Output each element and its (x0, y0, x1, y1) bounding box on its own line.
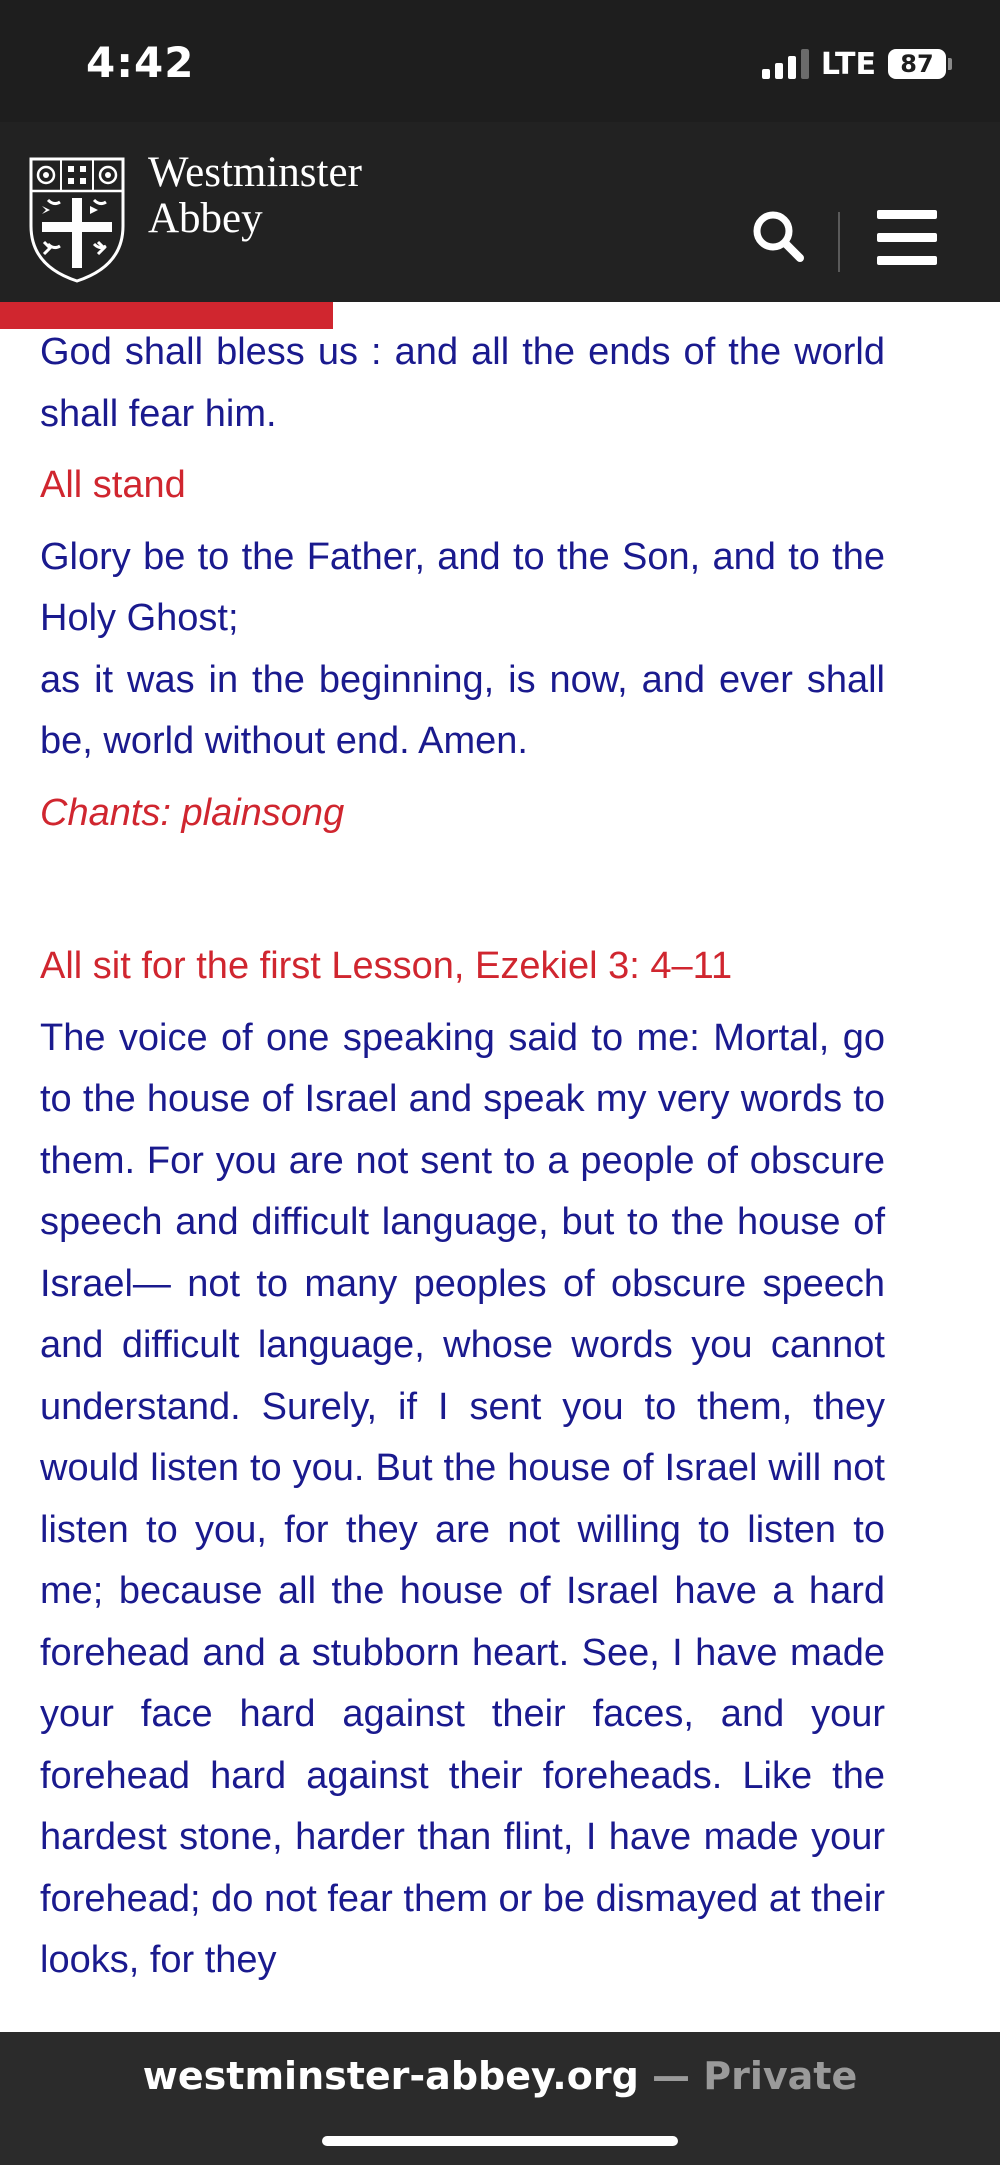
rubric-chants: Chants: plainsong (40, 791, 345, 834)
brand-name[interactable] (148, 150, 362, 242)
lesson-text: The voice of one speaking said to me: Mortal, go to the house of Israel and speak my very words to them. For you are not sent to a people of obscure speech and difficult language, but to the house of Israel— not to many peoples of obscure speech and difficult language, whose words you cannot understand. Surely, if I sent you to them, they would listen to you. But the house of Israel will not listen to you, for they are not willing to listen to me; because all the house of Israel have a hard forehead and a stubborn heart. See, I have made your face hard against their faces, and your forehead hard against their foreheads. Like the hardest stone, harder than flint, I have made your forehead; do not fear them or be dismayed at their looks, for they (40, 1016, 885, 1981)
status-bar (0, 0, 1000, 122)
battery-icon (888, 49, 952, 79)
brand-line-2: Abbey (148, 195, 263, 242)
home-indicator[interactable] (322, 2136, 678, 2146)
section-spacer (40, 844, 885, 926)
rubric-lesson-heading: All sit for the first Lesson, Ezekiel 3: 4–11 (40, 945, 733, 987)
site-header (0, 122, 1000, 302)
header-divider (838, 212, 840, 272)
browser-address-bar[interactable] (0, 2032, 1000, 2165)
rubric-instruction: All stand (40, 464, 186, 506)
brand-line-1: Westminster (148, 149, 362, 196)
url-domain: westminster-abbey.org (142, 2054, 639, 2098)
order-of-service-content (40, 322, 885, 1992)
status-indicators (762, 44, 952, 84)
private-mode-label: Private (703, 2054, 858, 2098)
url-display[interactable] (0, 2054, 1000, 2098)
status-time: 4:42 (86, 38, 195, 87)
battery-level: 87 (888, 49, 946, 79)
verse-text: as it was in the beginning, is now, and ever shall be, world without end. Amen. (40, 658, 885, 762)
network-type: LTE (820, 46, 876, 82)
cellular-signal-icon (762, 49, 809, 79)
url-separator: — (638, 2054, 704, 2098)
hamburger-menu-icon[interactable] (877, 210, 937, 266)
search-icon[interactable] (748, 206, 808, 266)
abbey-crest-icon[interactable] (28, 156, 126, 284)
verse-text: Glory be to the Father, and to the Son, and to the Holy Ghost; (40, 535, 885, 639)
verse-text: God shall bless us : and all the ends of the world shall fear him. (40, 331, 885, 435)
